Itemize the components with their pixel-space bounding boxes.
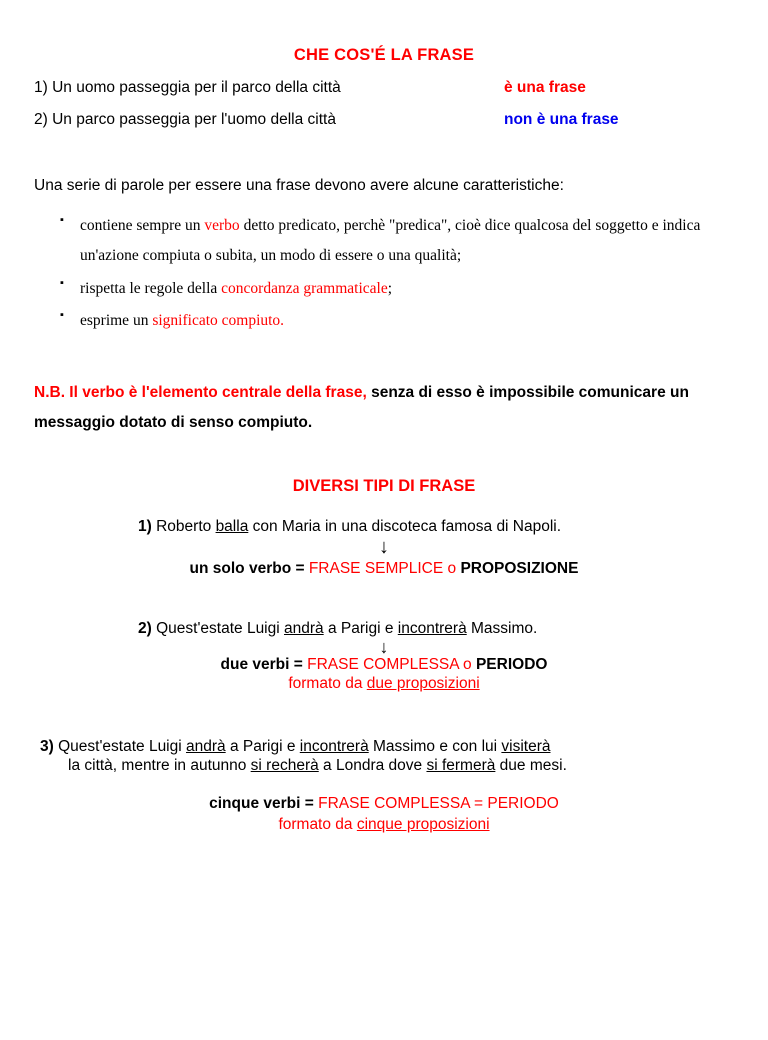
bullet-text-pre: contiene sempre un <box>80 217 205 235</box>
case-number: 2) <box>138 619 152 637</box>
case-block-3 <box>34 737 734 835</box>
case-sentence-line-2 <box>34 756 734 776</box>
case-result-label: un solo verbo = <box>189 559 309 577</box>
bullet-highlight: verbo <box>204 217 240 235</box>
case-sub-result <box>34 815 734 835</box>
case-sentence-line-1 <box>34 737 734 757</box>
case-result <box>34 560 734 578</box>
case-result-value-pre: FRASE COMPLESSA o <box>307 655 476 673</box>
case-part: a Parigi e <box>225 737 300 755</box>
case-part: a Londra dove <box>318 757 427 775</box>
case-part: due mesi. <box>495 757 567 775</box>
case-part-underlined: andrà <box>284 619 324 637</box>
note-red-part: N.B. Il verbo è l'elemento centrale della frase, <box>34 384 367 402</box>
example-sentence: Un parco passeggia per l'uomo della città <box>52 111 336 128</box>
case-result-label: cinque verbi = <box>209 795 319 813</box>
example-row <box>34 111 734 129</box>
case-part: Quest'estate Luigi <box>151 619 285 637</box>
case-part-underlined: si recherà <box>250 757 319 775</box>
list-item <box>34 274 734 304</box>
case-part: Massimo. <box>466 619 538 637</box>
characteristics-list <box>34 211 734 336</box>
case-part-underlined: andrà <box>186 737 226 755</box>
bullet-text-post: ; <box>387 279 393 297</box>
case-result <box>34 794 734 814</box>
case-part: a Parigi e <box>323 619 398 637</box>
case-result-value <box>307 656 547 673</box>
case-result-value <box>309 560 579 577</box>
example-number: 2) <box>34 111 48 128</box>
case-part: Roberto <box>151 517 216 535</box>
case-result-value-bold: PROPOSIZIONE <box>460 559 579 577</box>
case-part-underlined: visiterà <box>501 737 551 755</box>
case-part: la città, mentre in autunno <box>68 757 251 775</box>
case-result-value: FRASE COMPLESSA = PERIODO <box>318 795 559 813</box>
case-number: 3) <box>40 737 54 755</box>
sub-result-pre: formato da <box>278 816 357 834</box>
bullet-highlight: concordanza grammaticale <box>221 279 388 297</box>
case-block-2 <box>34 620 734 693</box>
case-part-underlined: incontrerà <box>299 737 369 755</box>
case-result <box>34 656 734 674</box>
case-part-underlined: balla <box>215 517 249 535</box>
case-part-underlined: incontrerà <box>397 619 467 637</box>
example-verdict: è una frase <box>504 79 586 96</box>
page-title: CHE COS'É LA FRASE <box>293 46 475 64</box>
case-part-underlined: si fermerà <box>426 757 496 775</box>
sub-result-underlined: due proposizioni <box>366 674 480 692</box>
bullet-text-pre: esprime un <box>80 311 153 329</box>
bullet-text-pre: rispetta le regole della <box>80 279 222 297</box>
list-item <box>34 211 734 271</box>
sub-result-pre: formato da <box>288 674 367 692</box>
sub-result-underlined: cinque proposizioni <box>356 816 490 834</box>
note-paragraph <box>34 378 734 438</box>
example-text <box>34 111 504 129</box>
document-page <box>0 46 768 1040</box>
note-black-part: senza di esso è impossibile comunicare un messaggio dotato di senso compiuto. <box>34 384 689 432</box>
case-result-label: due verbi = <box>220 655 308 673</box>
case-number: 1) <box>138 517 152 535</box>
case-part: Quest'estate Luigi <box>53 737 187 755</box>
case-block-1 <box>34 518 734 578</box>
case-sentence <box>34 620 734 638</box>
example-text <box>34 79 504 97</box>
case-sentence <box>34 518 734 536</box>
intro-paragraph: Una serie di parole per essere una frase devono avere alcune caratteristiche: <box>34 177 564 194</box>
case-sub-result <box>34 675 734 693</box>
example-sentence: Un uomo passeggia per il parco della città <box>52 79 341 96</box>
example-verdict: non è una frase <box>504 111 619 128</box>
case-part: Massimo e con lui <box>368 737 502 755</box>
case-result-value-bold: PERIODO <box>475 655 548 673</box>
down-arrow-icon: ↓ <box>379 636 389 657</box>
case-part: con Maria in una discoteca famosa di Napoli. <box>248 517 562 535</box>
bullet-highlight: significato compiuto. <box>152 311 285 329</box>
list-item <box>34 306 734 336</box>
case-result-value-pre: FRASE SEMPLICE o <box>308 559 461 577</box>
example-row <box>34 79 734 97</box>
example-number: 1) <box>34 79 48 96</box>
bullet-text-post: detto predicato, perchè "predica", cioè dice qualcosa del soggetto e indica un'azione compiuta o subita, un modo di essere o una qualità; <box>80 217 701 265</box>
down-arrow-icon: ↓ <box>379 535 389 558</box>
section-subtitle: DIVERSI TIPI DI FRASE <box>292 476 476 495</box>
